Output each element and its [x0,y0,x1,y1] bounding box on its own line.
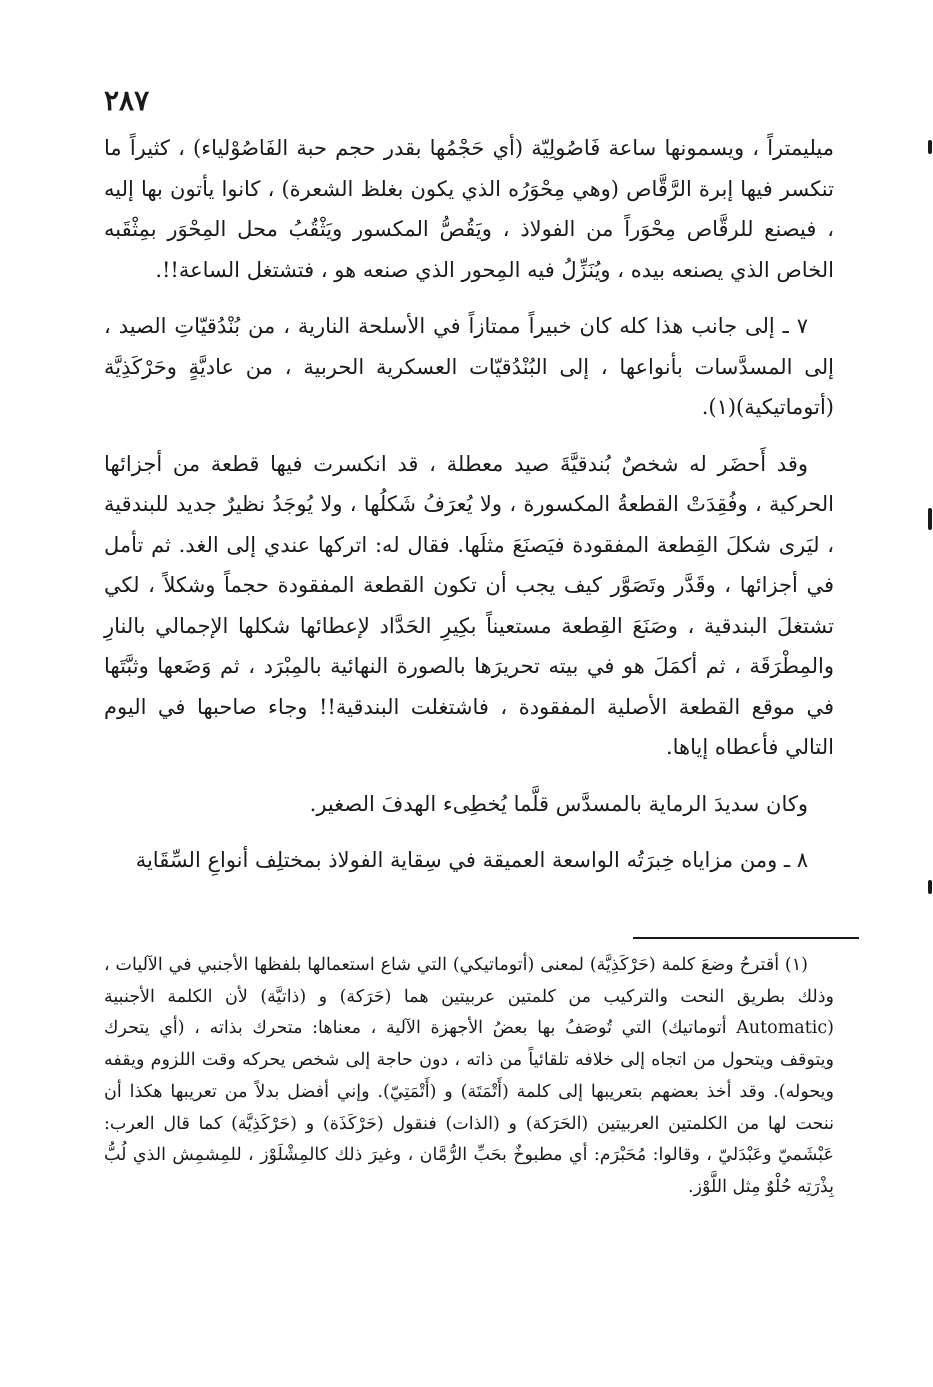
main-text [104,128,834,881]
footnote [104,950,834,1204]
paragraph-steel-tempering: ٨ ـ ومن مزاياه خِبرَتُه الواسعة العميقة في سِقاية الفولاذ بمختلِف أنواعِ السِّقَاية [135,848,808,872]
paragraph-marksmanship: وكان سديدَ الرماية بالمسدَّس قلَّما يُخطِىء الهدفَ الصغير. [309,791,808,816]
paragraph-firearms: ٧ ـ إلى جانب هذا كله كان خبيراً ممتازاً في الأسلحة النارية ، من بُنْدُقيّاتِ الصيد ، إلى المسدَّسات بأنواعها ، إلى البُنْدُقيّات العسكرية الحربية ، من عاديَّةٍ وحَرْكَذِيَّة (أتوماتيكية)(١). [104,314,834,419]
footnote-separator [633,937,859,939]
page-edge-mark-top [928,140,932,154]
page-edge-mark-middle [928,508,932,530]
paragraph-rifle-story: وقد أَحضَر له شخصٌ بُندقيَّةَ صيد معطلة ، قد انكسرت فيها قطعة من أجزائها الحركية ، وفُقِدَتْ القطعةُ المكسورة ، ولا يُعرَفُ شَكلُها ، ولا يُوجَدُ نظيرٌ جديد للبندقية ، ليَرى شكلَ القِطعة المفقودة فيَصنَعَ مثلَها. فقال له: اتركها عندي إلى الغد. ثم تأمل في أجزائها ، وقَدَّر وتَصَوَّر كيف يجب أن تكون القطعة المفقودة حجماً وشكلاً ، لكي تشتغلَ البندقية ، وصَنَعَ القِطعة مستعيناً بكِيرِ الحَدَّاد لإعطائها شكلها الإجمالي بالنارِ والمِطْرَقَة ، ثم أكمَلَ هو في بيته تحريرَها بالصورة النهائية بالمِبْرَد ، ثم وَضَعها وثبَّتَها في موقع القطعة الأصلية المفقودة ، فاشتغلت البندقية!! وجاء صاحبها في اليوم التالي فأعطاه إياها. [104,451,835,759]
paragraph-watch-repair: ميليمتراً ، ويسمونها ساعة فَاصُولِيّة (أي حَجْمُها بقدر حجم حبة الفَاصُوْلياء) ، كثيراً ما تنكسر فيها إبرة الرَّقَّاص (وهي مِحْوَرُه الذي يكون بغلظ الشعرة) ، كانوا يأتون بها إليه ، فيصنع للرقَّاص مِحْوَراً من الفولاذ ، ويَقُصُّ المكسور ويَثْقُبُ محل المِحْوَر بمِثْقَبه الخاص الذي يصنعه بيده ، ويُنَزِّلُ فيه المِحور الذي صنعه هو ، فتشتغل الساعة!!. [104,136,834,282]
footnote-text: (١) أقترحُ وضعَ كلمة (حَرْكَذِيَّة) لمعنى (أتوماتيكي) التي شاع استعمالها بلفظها الأجنبي في الآليات ، وذلك بطريق النحت والتركيب من كلمتين عربيتين هما (حَرَكة) و (ذاتيَّة) لأن الكلمة الأجنبية (Automatic أتوماتيك) التي تُوصَفُ بها بعضُ الأجهزة الآلية ، معناها: متحرك بذاته ، (أي يتحرك ويتوقف ويتحول من اتجاه إلى خلافه تلقائياً من ذاته ، دون حاجة إلى شخص يحركه وقت اللزوم ويقفه ويحوله). وقد أخذ بعضهم بتعريبها إلى كلمة (أَتْمَتَة) و (أَتْمَتِيّ). وإني أفضل بدلاً من تعريبها هكذا أن ننحت لها من الكلمتين العربيتين (الحَرَكة) و (الذات) فنقول (حَرْكَذَة) و (حَرْكَذِيَّة) كما قال العرب: عَبْشَميّ وعَبْدَليّ ، وقالوا: مُحَبْرَم: أي مطبوخٌ بحَبِّ الرُّمَّان ، وغيرَ ذلك كالمِشْلَوْز ، للمِشمِش الذي لُبُّ بِذْرَتِه حُلْوٌ مِثل اللَّوْز. [104,955,834,1197]
page-edge-mark-bottom [928,880,932,894]
page-number: ٢٨٧ [104,84,150,117]
